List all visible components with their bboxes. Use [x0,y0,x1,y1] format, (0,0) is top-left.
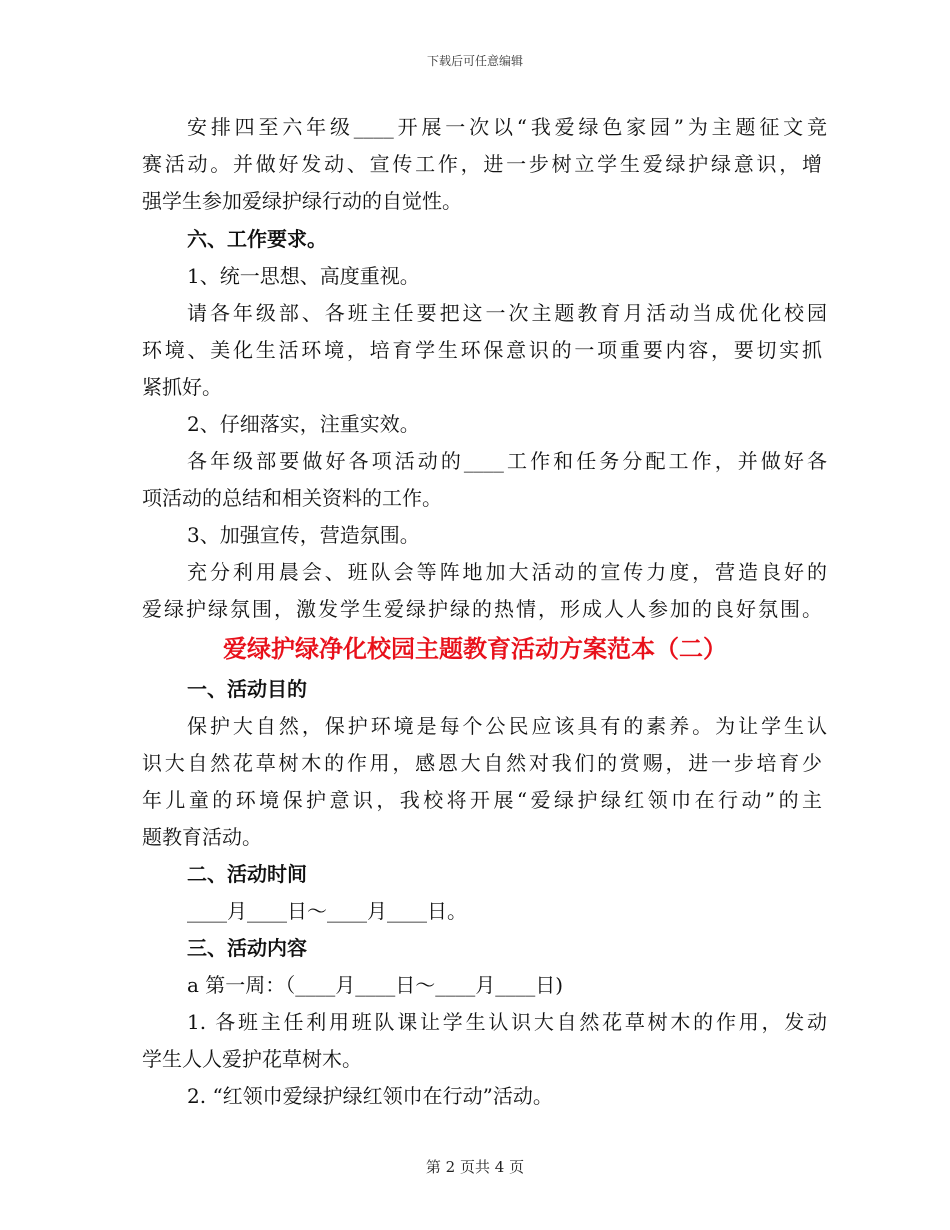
paragraph-line: 年儿童的环境保护意识，我校将开展“爱绿护绿红领巾在行动”的主 [142,788,822,812]
paragraph-line: 充分利用晨会、班队会等阵地加大活动的宣传力度，营造良好的 [187,560,827,584]
subsection-heading: 2、仔细落实，注重实效。 [187,412,420,436]
list-item-line: 1. 各班主任利用班队课让学生认识大自然花草树木的作用，发动 [187,1010,827,1034]
paragraph-line: 保护大自然，保护环境是每个公民应该具有的素养。为让学生认 [187,714,827,738]
section-heading: 六、工作要求。 [187,227,327,251]
list-item-line: 学生人人爱护花草树木。 [142,1047,362,1071]
paragraph-line: 爱绿护绿氛围，激发学生爱绿护绿的热情，形成人人参加的良好氛围。 [142,597,822,621]
section-heading: 一、活动目的 [187,677,307,701]
paragraph-line: 赛活动。并做好发动、宣传工作，进一步树立学生爱绿护绿意识，增 [142,152,822,176]
paragraph-line: 请各年级部、各班主任要把这一次主题教育月活动当成优化校园 [187,301,827,325]
section-heading: 三、活动内容 [187,936,307,960]
paragraph-line: 安排四至六年级____开展一次以“我爱绿色家园”为主题征文竞 [187,115,827,139]
page-footer: 第 2 页共 4 页 [425,1158,525,1176]
page-header: 下载后可任意编辑 [426,54,523,68]
list-item-line: 2. “红领巾爱绿护绿红领巾在行动”活动。 [187,1084,553,1108]
paragraph-line: 各年级部要做好各项活动的____工作和任务分配工作，并做好各 [187,449,827,473]
section-heading: 二、活动时间 [187,862,307,886]
document-title: 爱绿护绿净化校园主题教育活动方案范本（二） [223,634,727,663]
week-line: a 第一周：（____月____日～____月____日) [187,973,564,997]
paragraph-line: 环境、美化生活环境，培育学生环保意识的一项重要内容，要切实抓 [142,338,822,362]
subsection-heading: 1、统一思想、高度重视。 [187,264,420,288]
date-range-line: ____月____日～____月____日。 [187,899,467,923]
paragraph-line: 强学生参加爱绿护绿行动的自觉性。 [142,189,462,213]
paragraph-line: 题教育活动。 [142,825,262,849]
paragraph-line: 识大自然花草树木的作用，感恩大自然对我们的赏赐，进一步培育少 [142,751,822,775]
subsection-heading: 3、加强宣传，营造氛围。 [187,523,420,547]
paragraph-line: 项活动的总结和相关资料的工作。 [142,486,442,510]
paragraph-line: 紧抓好。 [142,375,222,399]
